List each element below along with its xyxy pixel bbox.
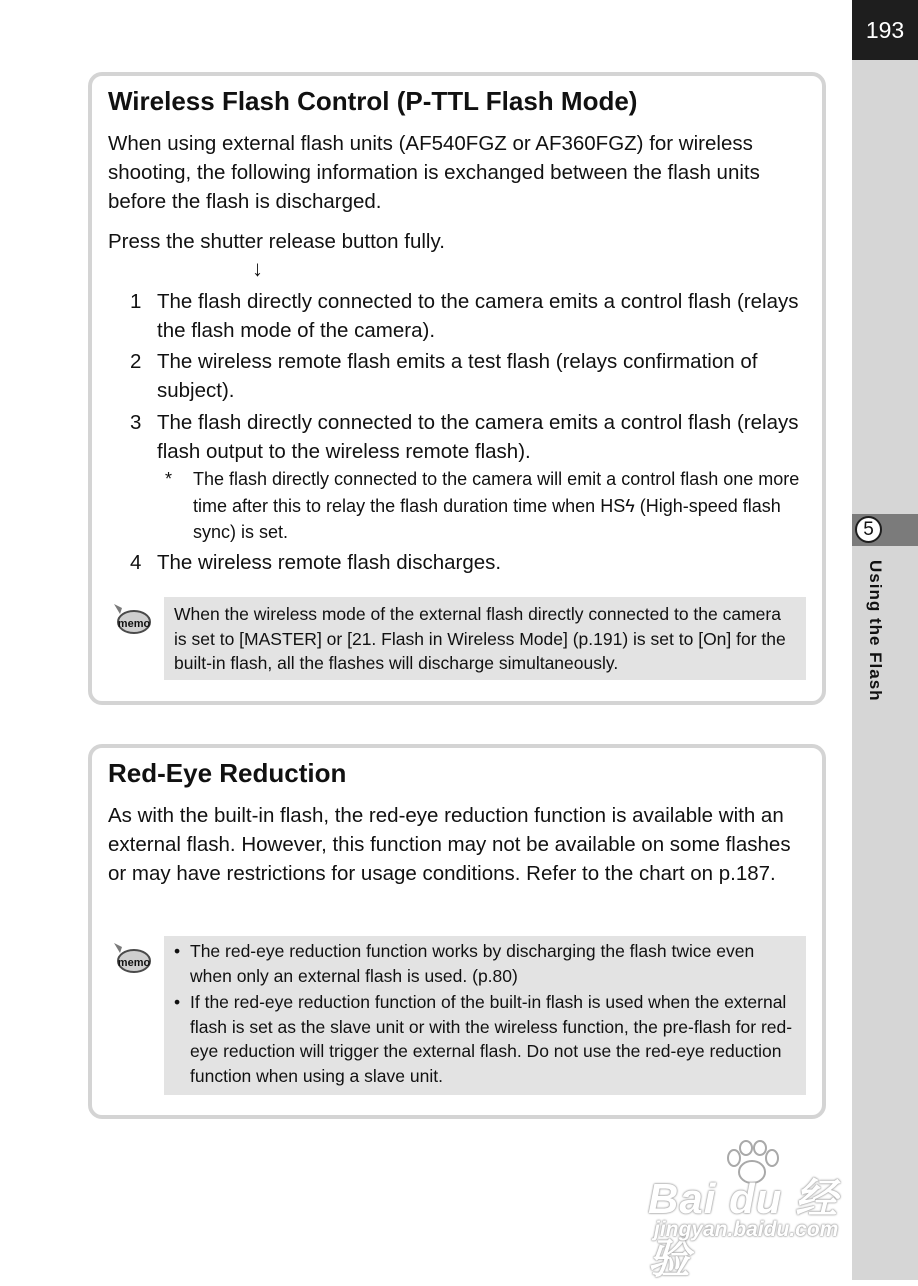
chapter-title: Using the Flash: [866, 560, 885, 702]
section-red-eye-intro: As with the built-in flash, the red-eye reduction function is available with an external flash. However, this function may not be available on some flashes or may have restrictions for usage conditions. Refer to the chart on p.187.: [108, 804, 791, 885]
step-item: [130, 347, 810, 405]
step-text: The flash directly connected to the camera emits a control flash (relays the flash mode of the camera).: [157, 290, 799, 342]
svg-text:memo: memo: [117, 957, 151, 969]
chapter-number: 5: [855, 516, 882, 543]
step-text: The wireless remote flash emits a test flash (relays confirmation of subject).: [157, 350, 758, 402]
memo-bullet-text: If the red-eye reduction function of the built-in flash is used when the external flash is set as the slave unit or with the wireless function, the pre-flash for red-eye reduction will trigger the external flash. Do not use the red-eye reduction function when using a slave unit.: [190, 992, 793, 1086]
watermark-logo: Bai du 经验: [648, 1175, 839, 1282]
section-wireless-flash-intro: When using external flash units (AF540FGZ or AF360FGZ) for wireless shooting, the following information is exchanged between the flash units before the flash is discharged.: [108, 132, 760, 213]
memo-bullet-text: The red-eye reduction function works by discharging the flash twice even when only an external flash is used. (p.80): [190, 941, 755, 986]
step-item: [130, 408, 810, 466]
step-item: [130, 548, 810, 577]
svg-text:memo: memo: [117, 618, 151, 630]
footnote-text: The flash directly connected to the camera will emit a control flash one more time after this to relay the flash duration time when HSϟ (High-speed flash sync) is set.: [193, 469, 800, 542]
watermark-url: jingyan.baidu.com: [654, 1218, 839, 1241]
baidu-watermark: [648, 1140, 868, 1282]
memo-bullet: [174, 939, 798, 988]
memo-icon: [110, 602, 152, 638]
press-shutter-instruction: Press the shutter release button fully.: [108, 230, 445, 253]
footnote-star: *: [165, 469, 173, 489]
memo-note: When the wireless mode of the external flash directly connected to the camera is set to [MASTER] or [21. Flash in Wireless Mode] (p.191) is set to [On] for the built-in flash, all the flashes will discharge simultaneously.: [164, 597, 806, 680]
step-number: 3: [130, 411, 142, 434]
memo-note: [164, 936, 806, 1095]
memo-icon: [110, 941, 152, 977]
step-text: The wireless remote flash discharges.: [157, 551, 502, 574]
step-number: 2: [130, 350, 142, 373]
bullet-dot: •: [174, 941, 181, 961]
step-number: 4: [130, 551, 142, 574]
page-number: 193: [852, 0, 918, 60]
memo-bullet: [174, 990, 798, 1088]
step-item: [130, 287, 810, 345]
footnote: [165, 466, 805, 546]
section-wireless-flash-title: Wireless Flash Control (P-TTL Flash Mode): [108, 86, 638, 116]
step-text: The flash directly connected to the camera emits a control flash (relays flash output to the wireless remote flash).: [157, 411, 799, 463]
down-arrow-icon: ↓: [252, 256, 263, 281]
step-number: 1: [130, 290, 142, 313]
bullet-dot: •: [174, 992, 181, 1012]
section-red-eye-title: Red-Eye Reduction: [108, 758, 347, 788]
